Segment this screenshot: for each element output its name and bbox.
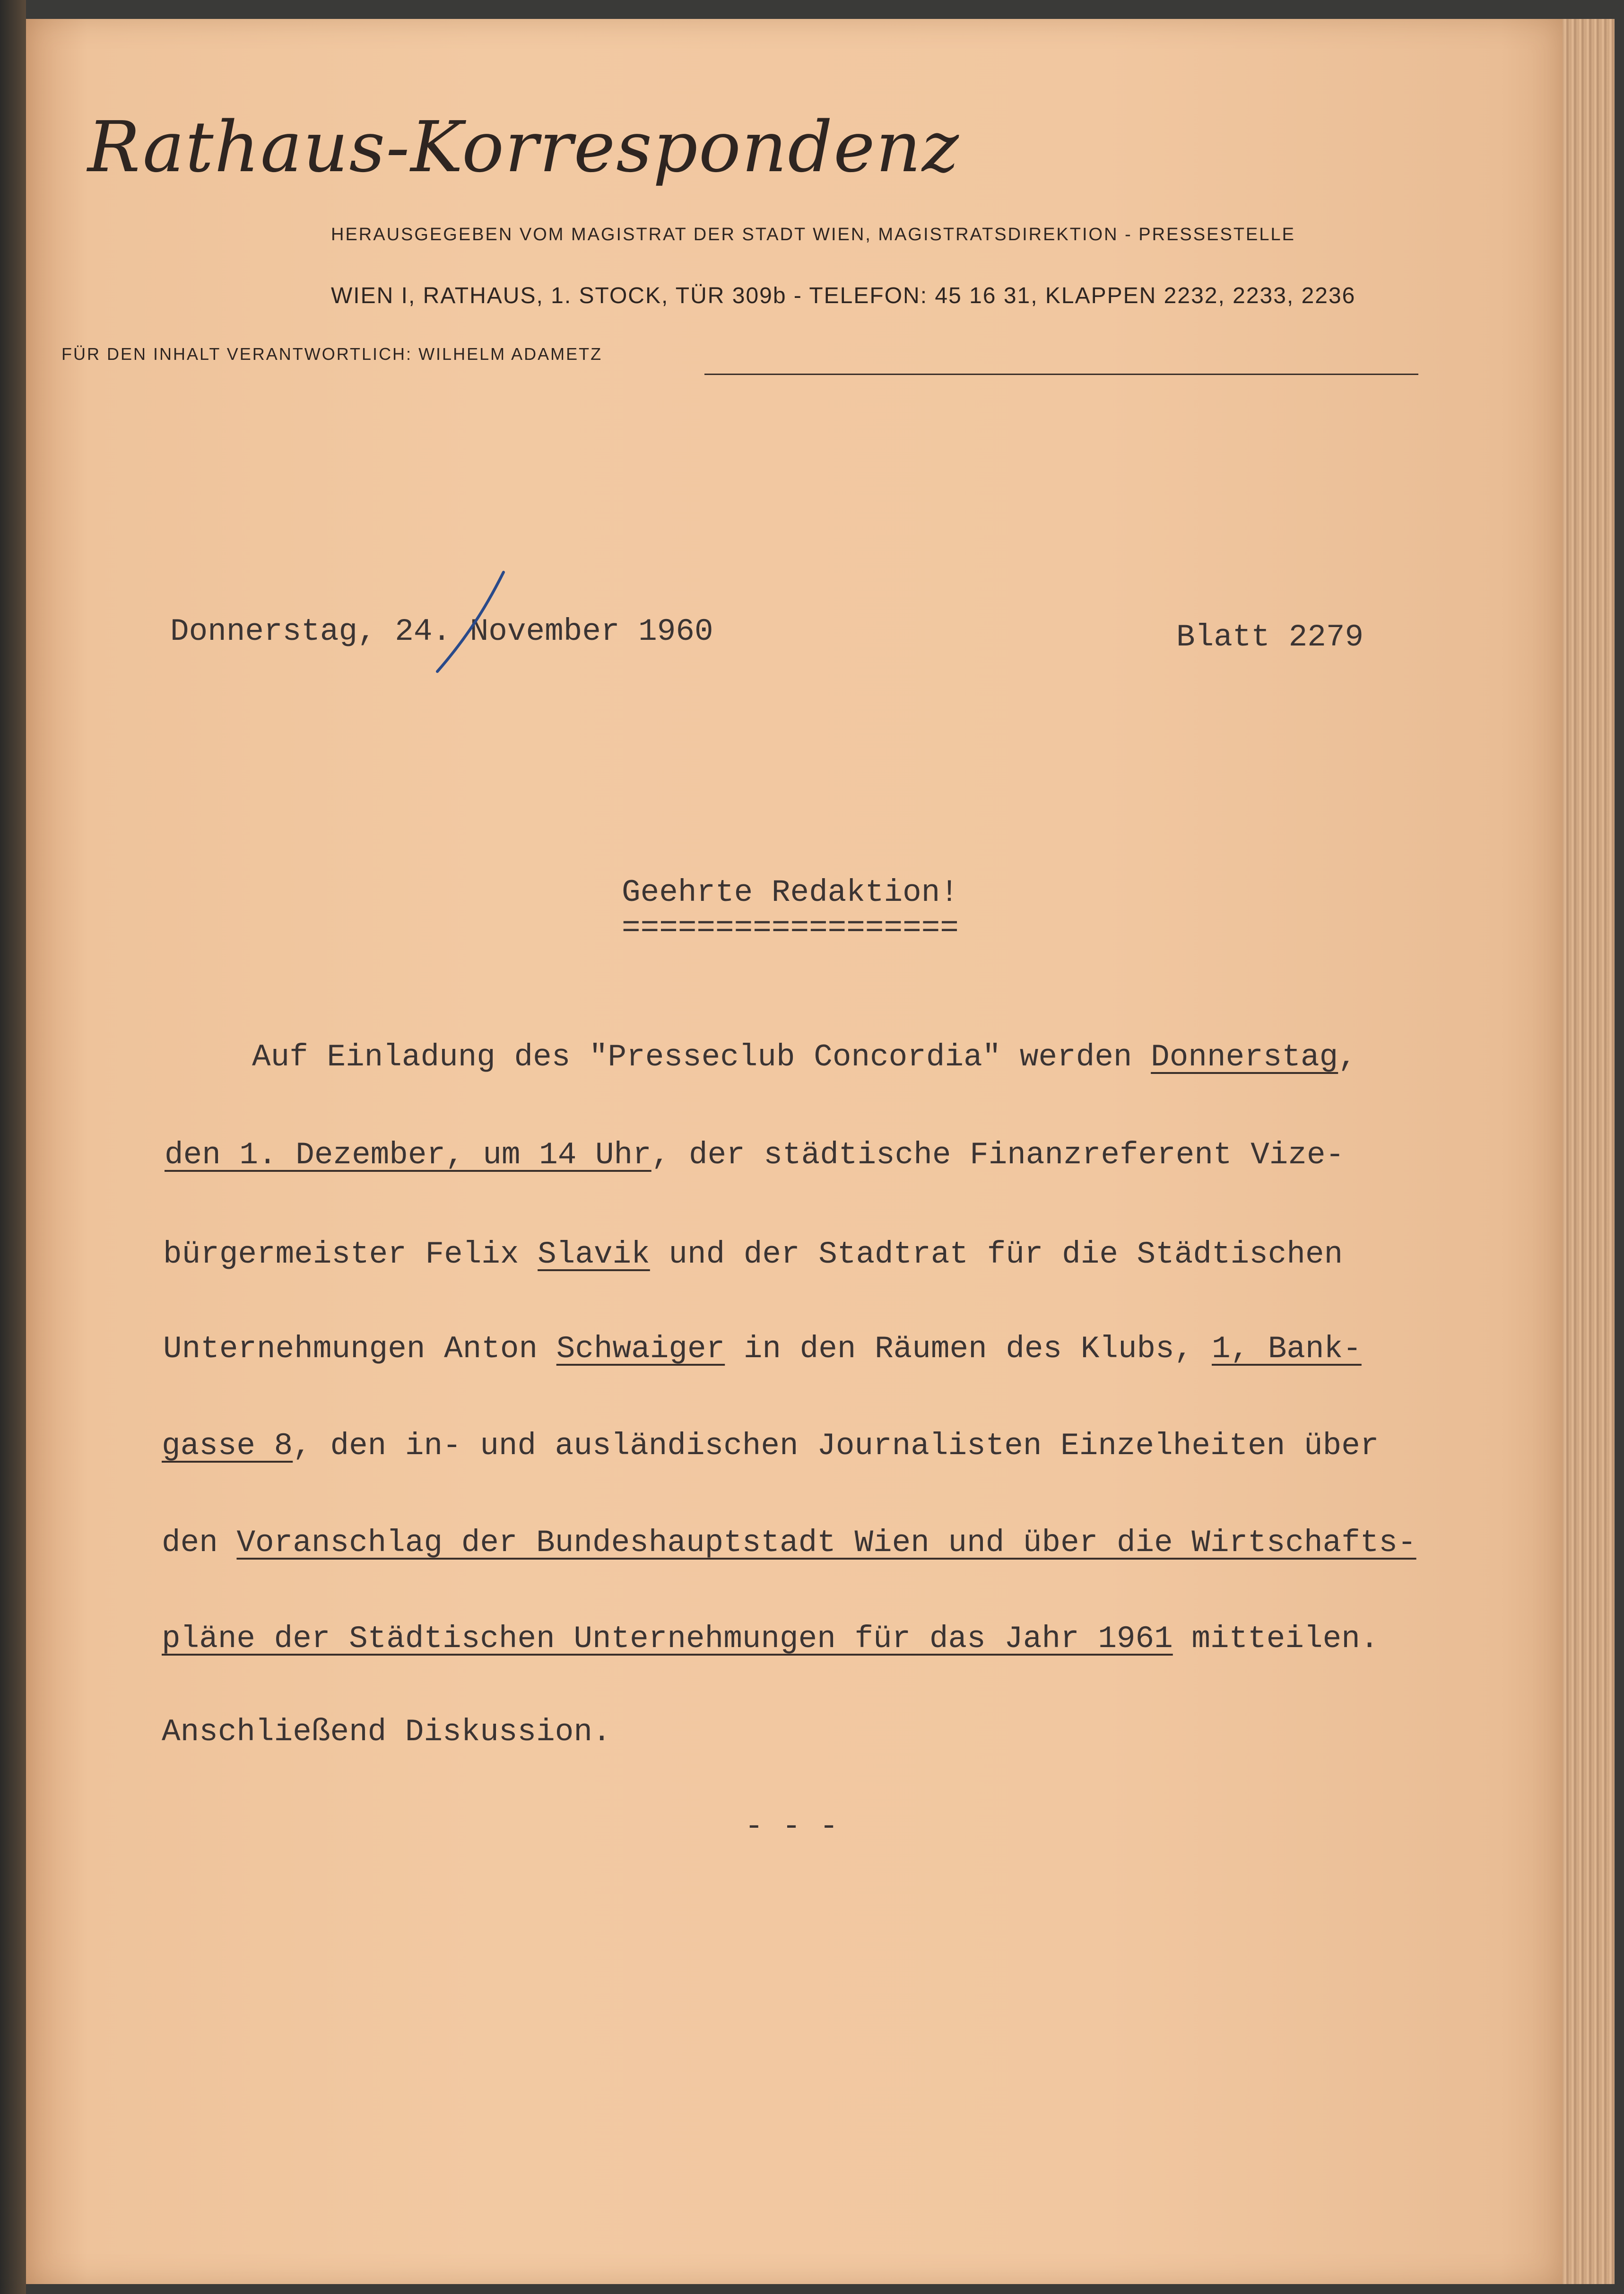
pen-check-mark bbox=[428, 567, 513, 676]
body-line-5 bbox=[162, 1428, 1379, 1464]
body-line-7 bbox=[162, 1621, 1379, 1657]
underlined-text: Schwaiger bbox=[556, 1331, 725, 1367]
masthead-publisher: HERAUSGEGEBEN VOM MAGISTRAT DER STADT WIEN, MAGISTRATSDIREKTION - PRESSESTELLE bbox=[331, 225, 1295, 244]
body-line-4 bbox=[163, 1331, 1362, 1367]
closing-dashes: - - - bbox=[745, 1809, 839, 1844]
body-text: Auf Einladung des "Presseclub Concordia" werden bbox=[158, 1039, 1151, 1075]
underlined-text: Voranschlag der Bundeshauptstadt Wien und über die Wirtschafts- bbox=[236, 1525, 1416, 1561]
book-spine bbox=[0, 0, 26, 2294]
body-text: und der Stadtrat für die Städtischen bbox=[650, 1237, 1343, 1272]
body-line-8: Anschließend Diskussion. bbox=[162, 1714, 611, 1750]
underlined-text: den 1. Dezember, um 14 Uhr bbox=[165, 1137, 651, 1173]
body-text: , bbox=[1338, 1039, 1357, 1075]
masthead-title: Rathaus-Korrespondenz bbox=[87, 106, 960, 188]
body-text: , den in- und ausländischen Journalisten Einzelheiten über bbox=[293, 1428, 1379, 1464]
body-line-2 bbox=[165, 1137, 1344, 1173]
body-line-6 bbox=[162, 1525, 1416, 1561]
underlined-text: 1, Bank- bbox=[1212, 1331, 1362, 1367]
body-text: in den Räumen des Klubs, bbox=[725, 1331, 1212, 1367]
masthead-address: WIEN I, RATHAUS, 1. STOCK, TÜR 309b - TELEFON: 45 16 31, KLAPPEN 2232, 2233, 2236 bbox=[331, 283, 1356, 308]
sheet-number: Blatt 2279 bbox=[1176, 619, 1364, 655]
underlined-text: Slavik bbox=[538, 1237, 650, 1272]
body-line-3 bbox=[163, 1237, 1343, 1272]
body-text: bürgermeister Felix bbox=[163, 1237, 538, 1272]
body-text: den bbox=[162, 1525, 237, 1561]
body-text: Unternehmungen Anton bbox=[163, 1331, 556, 1367]
document-date: Donnerstag, 24. November 1960 bbox=[170, 614, 713, 649]
body-text: , der städtische Finanzreferent Vize- bbox=[651, 1137, 1345, 1173]
masthead-rule bbox=[704, 374, 1418, 375]
salutation-underline: ================== bbox=[622, 910, 959, 946]
salutation: Geehrte Redaktion! bbox=[622, 875, 959, 910]
page-edges bbox=[1563, 19, 1615, 2284]
masthead-responsible: FÜR DEN INHALT VERANTWORTLICH: WILHELM ADAMETZ bbox=[61, 344, 603, 364]
underlined-text: pläne der Städtischen Unternehmungen für das Jahr 1961 bbox=[162, 1621, 1173, 1657]
underlined-text: gasse 8 bbox=[162, 1428, 293, 1464]
underlined-text: Donnerstag bbox=[1151, 1039, 1338, 1075]
body-line-1 bbox=[158, 1039, 1357, 1075]
body-text: mitteilen. bbox=[1172, 1621, 1379, 1657]
